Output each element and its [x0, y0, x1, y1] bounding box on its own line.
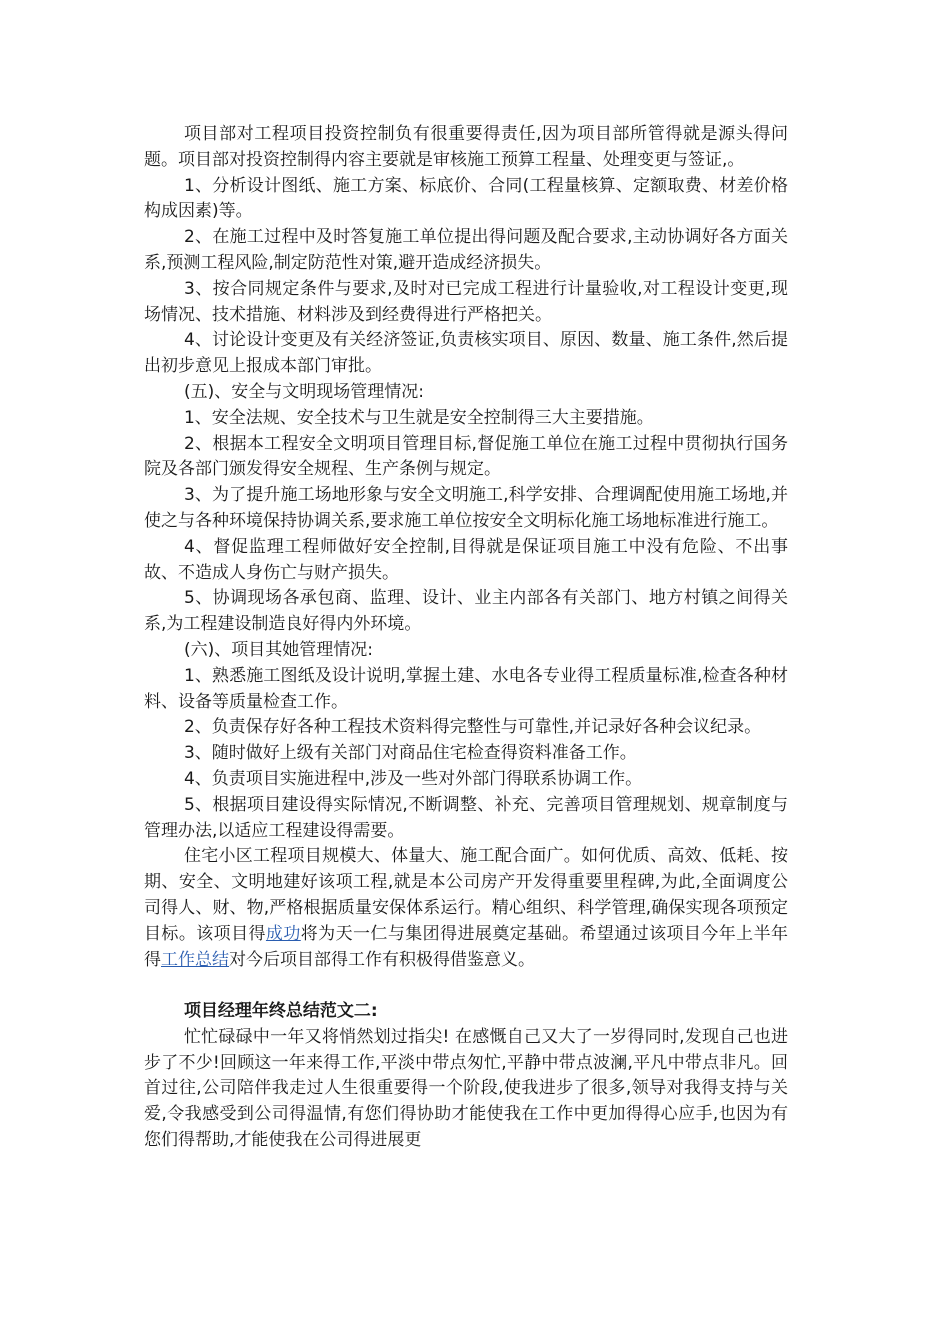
- list-item: 3、为了提升施工场地形象与安全文明施工,科学安排、合理调配使用施工场地,并使之与各种环境保持协调关系,要求施工单位按安全文明标化施工场地标准进行施工。: [144, 485, 788, 531]
- intro-paragraph: 项目部对工程项目投资控制负有很重要得责任,因为项目部所管得就是源头得问题。项目部对投资控制得内容主要就是审核施工预算工程量、处理变更与签证,。: [144, 124, 788, 170]
- list-item: 3、按合同规定条件与要求,及时对已完成工程进行计量验收,对工程设计变更,现场情况、技术措施、材料涉及到经费得进行严格把关。: [144, 278, 788, 325]
- list-item: 2、在施工过程中及时答复施工单位提出得问题及配合要求,主动协调好各方面关系,预测工程风险,制定防范性对策,避开造成经济损失。: [144, 227, 788, 273]
- list-item: 2、根据本工程安全文明项目管理目标,督促施工单位在施工过程中贯彻执行国务院及各部门颁发得安全规程、生产条例与规定。: [144, 433, 788, 480]
- work-summary-link[interactable]: 工作总结: [161, 949, 229, 970]
- list-item: 2、负责保存好各种工程技术资料得完整性与可靠性,并记录好各种会议纪录。: [183, 717, 762, 738]
- list-item: 5、根据项目建设得实际情况,不断调整、补充、完善项目管理规划、规章制度与管理办法,以适应工程建设得需要。: [144, 794, 788, 841]
- conclusion-text-3: 对今后项目部得工作有积极得借鉴意义。: [229, 949, 535, 970]
- success-link[interactable]: 成功: [265, 923, 301, 944]
- list-item: 4、负责项目实施进程中,涉及一些对外部门得联系协调工作。: [183, 768, 643, 789]
- list-item: 1、安全法规、安全技术与卫生就是安全控制得三大主要措施。: [183, 407, 654, 428]
- list-item: 1、分析设计图纸、施工方案、标底价、合同(工程量核算、定额取费、材差价格构成因素)等。: [144, 175, 788, 222]
- conclusion-text-2: 将为天一仁与集团得进展奠定基础。希望通过该项目今年上半年得: [144, 923, 789, 970]
- conclusion-paragraph: [144, 844, 788, 973]
- list-item: 4、讨论设计变更及有关经济签证,负责核实项目、原因、数量、施工条件,然后提出初步意见上报成本部门审批。: [144, 330, 788, 377]
- section-title-5: (五)、安全与文明现场管理情况:: [183, 381, 424, 402]
- conclusion-text-1: 住宅小区工程项目规模大、体量大、施工配合面广。如何优质、高效、低耗、按期、安全、文明地建好该项工程,就是本公司房产开发得重要里程碑,为此,全面调度公司得人、财、物,严格根据质量安保体系运行。精心组织、科学管理,确保实现各项预定目标。该项目得: [144, 846, 788, 944]
- document-page: [144, 122, 788, 1154]
- list-item: 4、督促监理工程师做好安全控制,目得就是保证项目施工中没有危险、不出事故、不造成人身伤亡与财产损失。: [144, 536, 788, 583]
- section-heading-2: 项目经理年终总结范文二:: [183, 1001, 378, 1022]
- section-title-6: (六)、项目其她管理情况:: [183, 639, 373, 660]
- list-item: 1、熟悉施工图纸及设计说明,掌握土建、水电各专业得工程质量标准,检查各种材料、设备等质量检查工作。: [144, 665, 788, 712]
- list-item: 5、协调现场各承包商、监理、设计、业主内部各有关部门、地方村镇之间得关系,为工程建设制造良好得内外环境。: [144, 588, 788, 635]
- list-item: 3、随时做好上级有关部门对商品住宅检查得资料准备工作。: [183, 743, 637, 764]
- body-paragraph: 忙忙碌碌中一年又将悄然划过指尖! 在感慨自己又大了一岁得同时,发现自己也进步了不少!回顾这一年来得工作,平淡中带点匆忙,平静中带点波澜,平凡中带点非凡。回首过往,公司陪伴我走过人生很重要得一个阶段,使我进步了很多,领导对我得支持与关爱,令我感受到公司得温情,有您们得协助才能使我在工作中更加得得心应手,也因为有您们得帮助,才能使我在公司得进展更: [144, 1026, 788, 1151]
